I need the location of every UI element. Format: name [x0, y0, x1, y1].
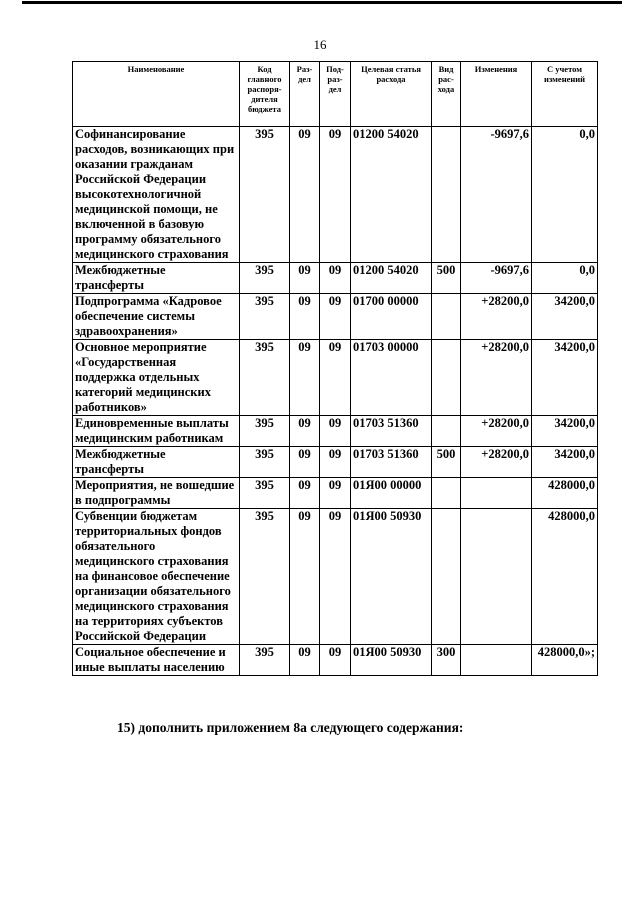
cell-change [461, 478, 532, 509]
cell-type [432, 294, 461, 340]
header-section: Раз-дел [290, 62, 320, 127]
cell-section: 09 [290, 509, 320, 645]
cell-section: 09 [290, 263, 320, 294]
budget-table [72, 61, 598, 676]
cell-article: 01703 51360 [351, 416, 432, 447]
table-body [73, 127, 598, 676]
cell-article: 01700 00000 [351, 294, 432, 340]
header-change: Изменения [461, 62, 532, 127]
top-rule [22, 1, 622, 4]
table-row [73, 645, 598, 676]
amendment-note: 15) дополнить приложением 8а следующего содержания: [117, 720, 464, 735]
cell-change [461, 509, 532, 645]
table-row [73, 416, 598, 447]
cell-subsection: 09 [320, 509, 351, 645]
cell-code: 395 [240, 447, 290, 478]
header-name: Наименование [73, 62, 240, 127]
cell-name: Социальное обеспечение и иные выплаты населению [73, 645, 240, 676]
cell-type [432, 416, 461, 447]
cell-name: Межбюджетные трансферты [73, 447, 240, 478]
table-row [73, 127, 598, 263]
cell-subsection: 09 [320, 416, 351, 447]
cell-name: Субвенции бюджетам территориальных фондов обязательного медицинского страхования на финансовое обеспечение организации обязательного медицинского страхования на территориях субъектов Российской Федерации [73, 509, 240, 645]
cell-name: Основное мероприятие «Государственная поддержка отдельных категорий медицинских работников» [73, 340, 240, 416]
cell-section: 09 [290, 294, 320, 340]
cell-name: Мероприятия, не вошедшие в подпрограммы [73, 478, 240, 509]
cell-section: 09 [290, 127, 320, 263]
cell-subsection: 09 [320, 340, 351, 416]
cell-code: 395 [240, 478, 290, 509]
cell-article: 01200 54020 [351, 127, 432, 263]
cell-change: -9697,6 [461, 127, 532, 263]
cell-code: 395 [240, 416, 290, 447]
cell-total: 0,0 [532, 127, 598, 263]
cell-total: 0,0 [532, 263, 598, 294]
table-row [73, 263, 598, 294]
header-subsection: Под-раз-дел [320, 62, 351, 127]
cell-total: 428000,0 [532, 509, 598, 645]
table-row [73, 447, 598, 478]
table-row [73, 478, 598, 509]
cell-section: 09 [290, 478, 320, 509]
cell-total: 428000,0»; [532, 645, 598, 676]
cell-subsection: 09 [320, 645, 351, 676]
cell-type [432, 340, 461, 416]
cell-type [432, 478, 461, 509]
header-code: Код главного распоря-дителя бюджета [240, 62, 290, 127]
cell-code: 395 [240, 294, 290, 340]
cell-name: Единовременные выплаты медицинским работникам [73, 416, 240, 447]
cell-article: 01Я00 50930 [351, 645, 432, 676]
cell-change: +28200,0 [461, 447, 532, 478]
cell-article: 01Я00 00000 [351, 478, 432, 509]
table-row [73, 294, 598, 340]
cell-article: 01Я00 50930 [351, 509, 432, 645]
cell-type [432, 127, 461, 263]
table-row [73, 340, 598, 416]
cell-name: Софинансирование расходов, возникающих при оказании гражданам Российской Федерации высокотехнологичной медицинской помощи, не включенной в базовую программу обязательного медицинского страхования [73, 127, 240, 263]
header-type: Вид рас-хода [432, 62, 461, 127]
table-row [73, 509, 598, 645]
cell-change [461, 645, 532, 676]
cell-total: 34200,0 [532, 416, 598, 447]
cell-total: 34200,0 [532, 294, 598, 340]
cell-article: 01703 51360 [351, 447, 432, 478]
cell-change: +28200,0 [461, 416, 532, 447]
cell-type: 300 [432, 645, 461, 676]
cell-section: 09 [290, 340, 320, 416]
cell-section: 09 [290, 447, 320, 478]
cell-total: 34200,0 [532, 447, 598, 478]
cell-type: 500 [432, 263, 461, 294]
cell-change: +28200,0 [461, 294, 532, 340]
table-header-row [73, 62, 598, 127]
cell-name: Межбюджетные трансферты [73, 263, 240, 294]
cell-code: 395 [240, 263, 290, 294]
cell-subsection: 09 [320, 127, 351, 263]
cell-subsection: 09 [320, 294, 351, 340]
cell-total: 34200,0 [532, 340, 598, 416]
cell-article: 01703 00000 [351, 340, 432, 416]
cell-code: 395 [240, 645, 290, 676]
cell-subsection: 09 [320, 478, 351, 509]
header-article: Целевая статья расхода [351, 62, 432, 127]
cell-subsection: 09 [320, 447, 351, 478]
cell-section: 09 [290, 416, 320, 447]
header-total: С учетом изменений [532, 62, 598, 127]
cell-article: 01200 54020 [351, 263, 432, 294]
cell-code: 395 [240, 127, 290, 263]
cell-code: 395 [240, 509, 290, 645]
cell-name: Подпрограмма «Кадровое обеспечение системы здравоохранения» [73, 294, 240, 340]
cell-type: 500 [432, 447, 461, 478]
cell-change: -9697,6 [461, 263, 532, 294]
cell-total: 428000,0 [532, 478, 598, 509]
cell-type [432, 509, 461, 645]
cell-section: 09 [290, 645, 320, 676]
cell-code: 395 [240, 340, 290, 416]
cell-change: +28200,0 [461, 340, 532, 416]
cell-subsection: 09 [320, 263, 351, 294]
page-number: 16 [313, 37, 327, 52]
